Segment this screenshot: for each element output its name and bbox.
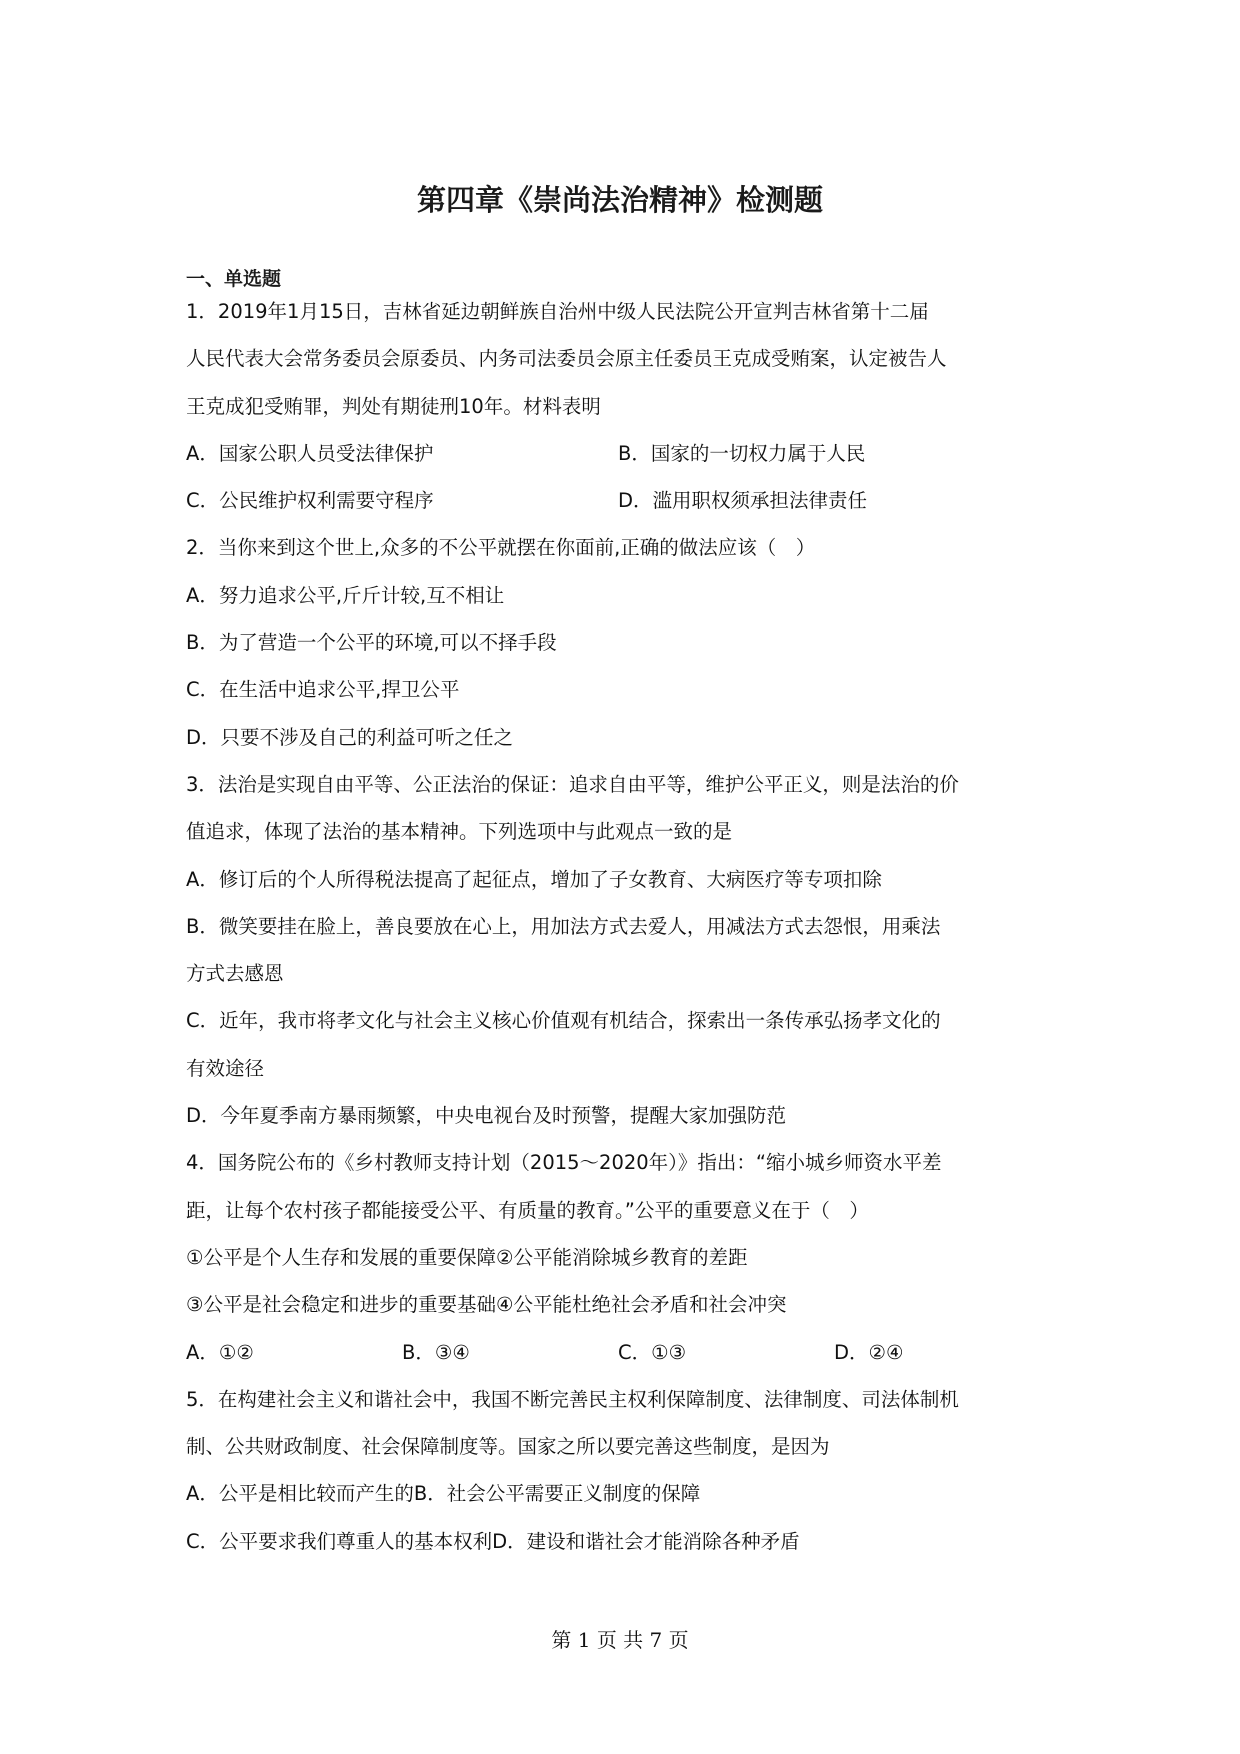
option-a: A．努力追求公平,斤斤计较,互不相让: [186, 583, 505, 607]
options-a-b: A．公平是相比较而产生的B．社会公平需要正义制度的保障: [186, 1482, 701, 1506]
question-list: [186, 292, 1066, 1569]
option-d: D．只要不涉及自己的利益可听之任之: [186, 725, 514, 749]
statement-1-2: ①公平是个人生存和发展的重要保障②公平能消除城乡教育的差距: [186, 1245, 748, 1269]
document-title: 第四章《崇尚法治精神》检测题: [416, 183, 823, 217]
option-c: C．近年，我市将孝文化与社会主义核心价值观有机结合，探索出一条传承弘扬孝文化的: [186, 1009, 941, 1033]
option-b: B．为了营造一个公平的环境,可以不择手段: [186, 631, 557, 655]
option-c-continued: 有效途径: [186, 1056, 265, 1080]
page-footer: 第 1 页 共 7 页: [551, 1628, 689, 1652]
option-a: A．国家公职人员受法律保护: [186, 441, 434, 465]
question-stem: 人民代表大会常务委员会原委员、内务司法委员会原主任委员王克成受贿案，认定被告人: [186, 347, 947, 371]
option-b: B．③④: [402, 1340, 470, 1364]
question-stem: 5．在构建社会主义和谐社会中，我国不断完善民主权利保障制度、法律制度、司法体制机: [186, 1387, 959, 1411]
option-a: A．①②: [186, 1340, 254, 1364]
options-c-d: C．公平要求我们尊重人的基本权利D．建设和谐社会才能消除各种矛盾: [186, 1529, 800, 1553]
option-d: D．滥用职权须承担法律责任: [618, 489, 868, 513]
option-a: A．修订后的个人所得税法提高了起征点，增加了子女教育、大病医疗等专项扣除: [186, 867, 882, 891]
option-c: C．公民维护权利需要守程序: [186, 489, 434, 513]
question-stem: 距，让每个农村孩子都能接受公平、有质量的教育。”公平的重要意义在于（ ）: [186, 1198, 869, 1222]
question-stem: 4．国务院公布的《乡村教师支持计划（2015～2020年）》指出：“缩小城乡师资水平差: [186, 1151, 942, 1175]
question-2: [186, 528, 1066, 764]
option-b-continued: 方式去感恩: [186, 962, 284, 986]
question-stem: 2．当你来到这个世上,众多的不公平就摆在你面前,正确的做法应该（ ）: [186, 536, 816, 560]
question-5: [186, 1380, 1066, 1569]
option-c: C．①③: [618, 1340, 687, 1364]
section-heading: 一、单选题: [186, 268, 282, 290]
question-stem: 王克成犯受贿罪，判处有期徒刑10年。材料表明: [186, 394, 601, 418]
question-stem: 值追求，体现了法治的基本精神。下列选项中与此观点一致的是: [186, 820, 733, 844]
option-d: D．②④: [834, 1340, 904, 1364]
question-stem: 制、公共财政制度、社会保障制度等。国家之所以要完善这些制度，是因为: [186, 1435, 830, 1459]
question-stem: 1．2019年1月15日，吉林省延边朝鲜族自治州中级人民法院公开宣判吉林省第十二届: [186, 300, 929, 323]
option-b: B．国家的一切权力属于人民: [618, 441, 866, 465]
statement-3-4: ③公平是社会稳定和进步的重要基础④公平能杜绝社会矛盾和社会冲突: [186, 1293, 787, 1317]
option-d: D．今年夏季南方暴雨频繁，中央电视台及时预警，提醒大家加强防范: [186, 1104, 787, 1128]
question-stem: 3．法治是实现自由平等、公正法治的保证：追求自由平等，维护公平正义，则是法治的价: [186, 772, 959, 796]
option-b: B．微笑要挂在脸上，善良要放在心上，用加法方式去爱人，用减法方式去怨恨，用乘法: [186, 914, 941, 938]
option-c: C．在生活中追求公平,捍卫公平: [186, 678, 460, 702]
question-3: [186, 765, 1066, 1143]
question-4: [186, 1143, 1066, 1379]
question-1: [186, 292, 1066, 528]
